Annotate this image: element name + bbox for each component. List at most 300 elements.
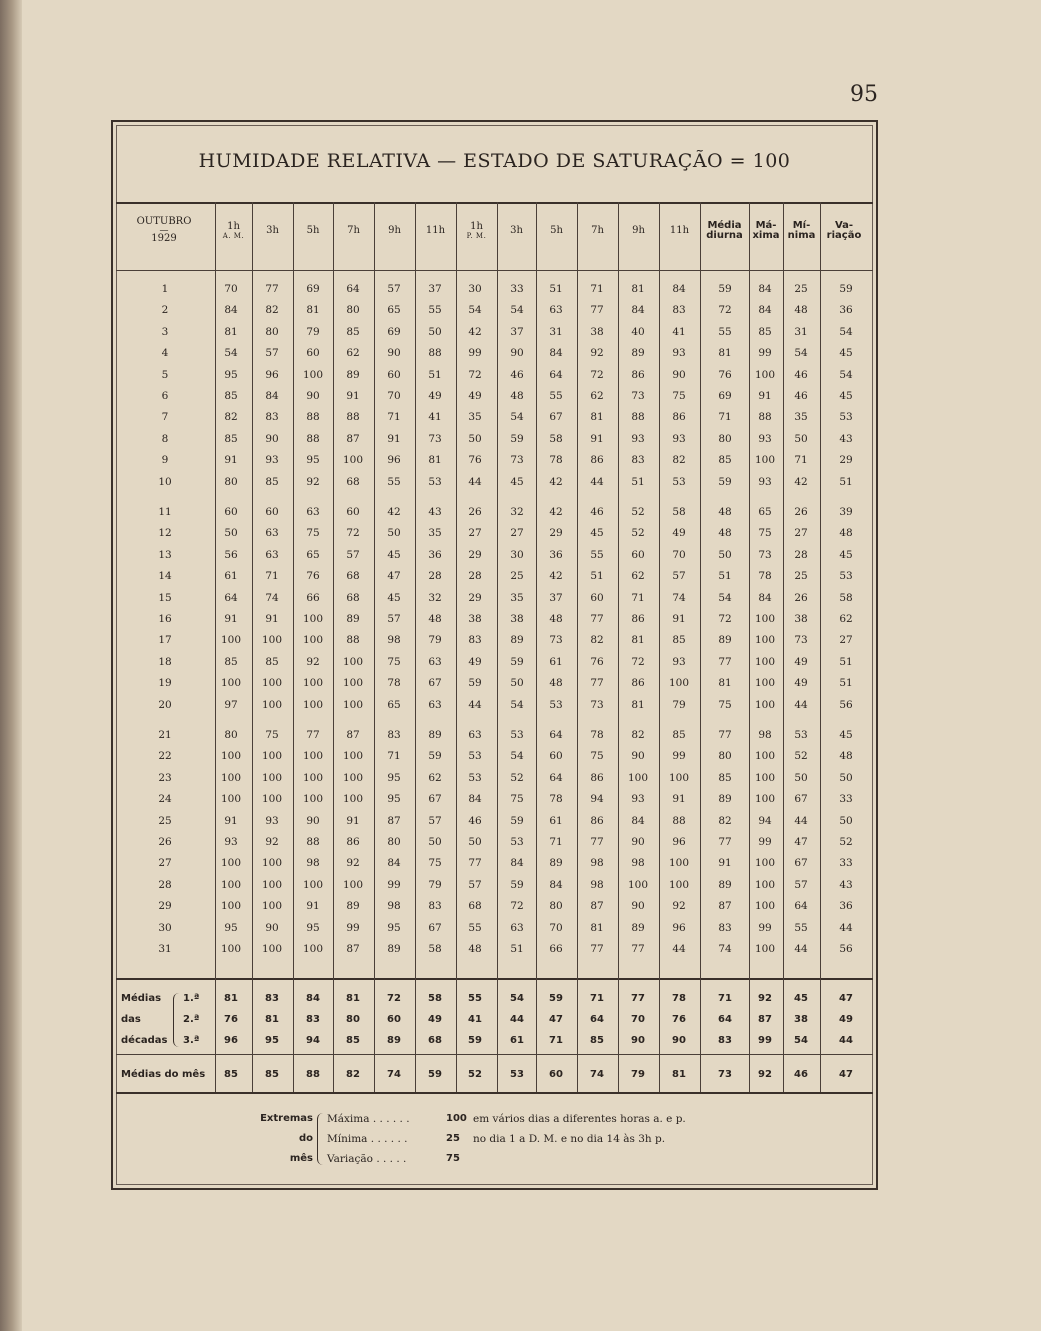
column-header-sub: P. M. — [466, 231, 487, 240]
table-cell: 68 — [346, 570, 360, 583]
table-cell: 85 — [224, 655, 238, 668]
table-cell: 79 — [428, 878, 442, 891]
table-cell: 100 — [754, 655, 776, 668]
table-cell: 93 — [672, 432, 686, 445]
decade-mean-cell: 99 — [758, 1035, 772, 1046]
table-cell: 55 — [468, 921, 482, 934]
table-cell: 97 — [224, 698, 238, 711]
column-rule — [618, 202, 619, 1092]
table-cell: 57 — [346, 548, 360, 561]
table-cell: 33 — [510, 283, 524, 295]
table-cell: 88 — [631, 411, 645, 424]
table-cell: 49 — [672, 527, 686, 540]
table-cell: 54 — [510, 304, 524, 317]
table-cell: 25 — [794, 283, 808, 295]
table-cell: 48 — [549, 677, 563, 690]
table-cell: 93 — [758, 475, 772, 488]
month-mean-cell: 46 — [794, 1069, 808, 1080]
table-cell: 37 — [510, 325, 524, 338]
table-cell: 77 — [590, 943, 604, 955]
table-cell: 93 — [672, 655, 686, 668]
decade-mean-cell: 54 — [794, 1035, 808, 1046]
table-cell: 73 — [758, 548, 772, 561]
table-cell: 100 — [627, 878, 649, 891]
table-cell: 100 — [668, 771, 690, 784]
table-cell: 71 — [387, 411, 401, 424]
table-cell: 50 — [794, 432, 808, 445]
table-cell: 45 — [839, 729, 853, 741]
table-cell: 99 — [758, 921, 772, 934]
decade-mean-cell: 47 — [549, 1014, 563, 1025]
month-mean-cell: 60 — [549, 1069, 563, 1080]
table-cell: 84 — [549, 347, 563, 360]
table-cell: 50 — [387, 527, 401, 540]
table-cell: 86 — [631, 613, 645, 625]
table-cell: 90 — [631, 900, 645, 913]
summary-top-rule — [116, 978, 873, 980]
table-cell: 36 — [549, 548, 563, 561]
table-cell: 44 — [468, 475, 482, 488]
table-cell: 45 — [590, 527, 604, 540]
table-cell: 46 — [794, 390, 808, 402]
table-cell: 83 — [718, 921, 732, 934]
table-cell: 85 — [224, 390, 238, 402]
table-cell: 78 — [758, 570, 772, 583]
table-cell: 88 — [346, 411, 360, 424]
column-header-sub: A. M. — [222, 231, 245, 240]
column-header-label: 3h — [266, 224, 279, 236]
table-cell: 64 — [549, 771, 563, 784]
table-cell: 29 — [468, 591, 482, 604]
table-cell: 90 — [265, 432, 279, 445]
table-cell: 61 — [224, 570, 238, 583]
table-cell: 83 — [468, 634, 482, 647]
table-cell: 51 — [590, 570, 604, 583]
table-cell: 89 — [718, 793, 732, 806]
table-cell: 86 — [590, 771, 604, 784]
column-header-label: 11h — [425, 224, 446, 236]
decade-mean-cell: 45 — [794, 993, 808, 1004]
table-cell: 45 — [387, 548, 401, 561]
column-header-label: 7h — [347, 224, 360, 236]
table-cell: 80 — [224, 729, 238, 741]
table-cell: 59 — [428, 750, 442, 763]
table-cell: 48 — [510, 390, 524, 402]
table-cell: 52 — [631, 527, 645, 540]
table-cell: 89 — [387, 943, 401, 955]
column-rule — [252, 202, 253, 1092]
table-cell: 63 — [428, 698, 442, 711]
table-cell: 76 — [590, 655, 604, 668]
table-cell: 65 — [387, 304, 401, 317]
table-cell: 100 — [668, 677, 690, 690]
extreme-note: em vários dias a diferentes horas a. e p. — [473, 1113, 686, 1125]
table-cell: 98 — [631, 857, 645, 870]
table-cell: 82 — [224, 411, 238, 424]
table-cell: 58 — [672, 506, 686, 518]
table-cell: 53 — [510, 836, 524, 848]
table-cell: 100 — [220, 878, 242, 891]
table-cell: 83 — [672, 304, 686, 317]
table-cell: 77 — [590, 677, 604, 690]
month-mean-cell: 52 — [468, 1069, 482, 1080]
table-cell: 55 — [387, 475, 401, 488]
decade-means-label: décadas — [121, 1035, 168, 1046]
table-cell: 93 — [224, 836, 238, 848]
table-cell: 35 — [468, 411, 482, 424]
table-cell: 81 — [306, 304, 320, 317]
column-header-label: Má- — [755, 219, 777, 231]
table-cell: 84 — [758, 304, 772, 317]
table-cell: 100 — [754, 454, 776, 467]
table-cell: 75 — [590, 750, 604, 763]
decade-means-label: Médias — [121, 993, 162, 1004]
table-cell: 81 — [631, 634, 645, 647]
table-cell: 84 — [224, 304, 238, 317]
table-cell: 27 — [794, 527, 808, 540]
table-cell: 49 — [794, 677, 808, 690]
day-label: 24 — [158, 793, 172, 806]
table-cell: 99 — [387, 878, 401, 891]
decade-mean-cell: 87 — [758, 1014, 772, 1025]
table-cell: 51 — [510, 943, 524, 955]
table-cell: 100 — [754, 943, 776, 955]
table-cell: 84 — [549, 878, 563, 891]
table-cell: 88 — [346, 634, 360, 647]
table-cell: 98 — [306, 857, 320, 870]
table-cell: 77 — [590, 836, 604, 848]
table-cell: 87 — [387, 814, 401, 827]
month-mean-cell: 81 — [672, 1069, 686, 1080]
table-cell: 42 — [549, 570, 563, 583]
table-cell: 49 — [428, 390, 442, 402]
table-cell: 91 — [224, 814, 238, 827]
table-cell: 86 — [631, 368, 645, 381]
table-cell: 86 — [590, 814, 604, 827]
table-cell: 55 — [718, 325, 732, 338]
table-cell: 100 — [302, 368, 324, 381]
column-header-label: 5h — [550, 224, 563, 236]
table-cell: 57 — [428, 814, 442, 827]
table-cell: 60 — [265, 506, 279, 518]
table-cell: 90 — [510, 347, 524, 360]
table-cell: 26 — [794, 506, 808, 518]
decade-mean-cell: 59 — [468, 1035, 482, 1046]
decade-mean-cell: 81 — [265, 1014, 279, 1025]
table-cell: 86 — [590, 454, 604, 467]
column-rule — [659, 202, 660, 1092]
column-header-label: Va- — [834, 219, 854, 231]
table-cell: 89 — [549, 857, 563, 870]
table-cell: 100 — [261, 698, 283, 711]
table-cell: 91 — [718, 857, 732, 870]
table-cell: 68 — [346, 591, 360, 604]
table-cell: 61 — [549, 814, 563, 827]
table-cell: 85 — [718, 771, 732, 784]
column-rule — [293, 202, 294, 1092]
table-cell: 25 — [510, 570, 524, 583]
decade-mean-cell: 71 — [549, 1035, 563, 1046]
column-header-label: Mí- — [792, 219, 811, 231]
table-cell: 77 — [468, 857, 482, 870]
table-cell: 48 — [718, 527, 732, 540]
column-rule — [749, 202, 750, 1092]
day-label: 25 — [158, 814, 172, 827]
table-cell: 47 — [794, 836, 808, 848]
table-cell: 68 — [468, 900, 482, 913]
table-cell: 71 — [590, 283, 604, 295]
table-cell: 96 — [387, 454, 401, 467]
table-cell: 71 — [718, 411, 732, 424]
month-mean-cell: 59 — [428, 1069, 442, 1080]
table-cell: 95 — [306, 454, 320, 467]
table-cell: 53 — [468, 750, 482, 763]
table-cell: 85 — [718, 454, 732, 467]
table-cell: 82 — [265, 304, 279, 317]
table-cell: 52 — [839, 836, 853, 848]
table-cell: 38 — [510, 613, 524, 625]
table-cell: 100 — [261, 677, 283, 690]
table-cell: 31 — [794, 325, 808, 338]
table-cell: 60 — [590, 591, 604, 604]
table-cell: 60 — [549, 750, 563, 763]
table-cell: 36 — [839, 304, 853, 317]
table-cell: 81 — [224, 325, 238, 338]
table-cell: 100 — [342, 677, 364, 690]
table-cell: 77 — [718, 836, 732, 848]
table-cell: 100 — [302, 698, 324, 711]
table-cell: 44 — [672, 943, 686, 955]
table-cell: 54 — [839, 368, 853, 381]
table-cell: 28 — [428, 570, 442, 583]
table-cell: 70 — [387, 390, 401, 402]
table-cell: 44 — [794, 943, 808, 955]
table-cell: 51 — [428, 368, 442, 381]
table-cell: 88 — [306, 836, 320, 848]
column-header-3 — [293, 204, 333, 258]
day-label: 29 — [158, 900, 172, 913]
table-cell: 100 — [342, 698, 364, 711]
column-rule — [456, 202, 457, 1092]
decade-mean-cell: 49 — [428, 1014, 442, 1025]
column-header-label: 3h — [510, 224, 523, 236]
table-cell: 85 — [672, 634, 686, 647]
table-cell: 100 — [261, 793, 283, 806]
table-cell: 29 — [839, 454, 853, 467]
table-cell: 62 — [428, 771, 442, 784]
table-cell: 100 — [668, 857, 690, 870]
table-cell: 91 — [224, 454, 238, 467]
table-cell: 53 — [510, 729, 524, 741]
table-cell: 81 — [631, 283, 645, 295]
table-cell: 93 — [758, 432, 772, 445]
column-rule — [215, 202, 216, 1092]
table-cell: 73 — [794, 634, 808, 647]
table-cell: 25 — [794, 570, 808, 583]
table-cell: 64 — [224, 591, 238, 604]
column-header-5 — [374, 204, 415, 258]
table-cell: 100 — [342, 750, 364, 763]
table-cell: 93 — [631, 432, 645, 445]
table-cell: 95 — [387, 771, 401, 784]
table-cell: 100 — [220, 857, 242, 870]
day-label: 28 — [158, 878, 172, 891]
table-cell: 45 — [387, 591, 401, 604]
table-cell: 76 — [306, 570, 320, 583]
table-cell: 79 — [428, 634, 442, 647]
day-label: 16 — [158, 613, 172, 625]
column-header-label: 1h — [470, 221, 483, 233]
table-cell: 45 — [839, 347, 853, 360]
table-cell: 86 — [631, 677, 645, 690]
extreme-name: Máxima . . . . . . — [327, 1113, 410, 1125]
table-cell: 55 — [428, 304, 442, 317]
table-cell: 100 — [302, 613, 324, 625]
table-cell: 42 — [549, 506, 563, 518]
table-cell: 100 — [754, 677, 776, 690]
table-cell: 77 — [265, 283, 279, 295]
decade-mean-cell: 77 — [631, 993, 645, 1004]
table-cell: 46 — [794, 368, 808, 381]
table-cell: 80 — [265, 325, 279, 338]
column-header-label: Média — [707, 219, 742, 231]
table-cell: 54 — [510, 411, 524, 424]
column-header-10 — [577, 204, 618, 258]
table-cell: 78 — [549, 793, 563, 806]
table-cell: 100 — [754, 857, 776, 870]
table-cell: 90 — [306, 814, 320, 827]
column-header-15 — [783, 204, 820, 258]
table-cell: 35 — [510, 591, 524, 604]
decade-mean-cell: 85 — [346, 1035, 360, 1046]
column-header-12 — [659, 204, 700, 258]
table-cell: 67 — [428, 921, 442, 934]
table-cell: 100 — [220, 900, 242, 913]
month-mean-cell: 47 — [839, 1069, 853, 1080]
table-cell: 70 — [672, 548, 686, 561]
table-cell: 75 — [718, 698, 732, 711]
table-cell: 35 — [428, 527, 442, 540]
table-title: HUMIDADE RELATIVA — ESTADO DE SATURAÇÃO = 100 — [198, 150, 791, 172]
table-cell: 51 — [839, 475, 853, 488]
table-cell: 76 — [718, 368, 732, 381]
table-cell: 53 — [839, 570, 853, 583]
decade-mean-cell: 92 — [758, 993, 772, 1004]
table-cell: 100 — [302, 634, 324, 647]
table-cell: 70 — [549, 921, 563, 934]
table-cell: 73 — [590, 698, 604, 711]
table-cell: 56 — [839, 698, 853, 711]
year-label: 1929 — [151, 233, 177, 245]
table-cell: 89 — [346, 613, 360, 625]
table-cell: 67 — [794, 857, 808, 870]
day-label: 10 — [158, 475, 172, 488]
table-cell: 58 — [428, 943, 442, 955]
decade-mean-cell: 84 — [306, 993, 320, 1004]
decade-label: 2.ª — [183, 1014, 200, 1025]
table-cell: 49 — [468, 655, 482, 668]
table-cell: 63 — [549, 304, 563, 317]
table-cell: 100 — [302, 750, 324, 763]
table-cell: 37 — [549, 591, 563, 604]
table-cell: 55 — [794, 921, 808, 934]
table-cell: 48 — [468, 943, 482, 955]
table-cell: 88 — [306, 432, 320, 445]
table-cell: 89 — [510, 634, 524, 647]
column-header-label: 9h — [632, 224, 645, 236]
table-cell: 65 — [387, 698, 401, 711]
table-cell: 57 — [672, 570, 686, 583]
table-cell: 32 — [510, 506, 524, 518]
table-cell: 36 — [839, 900, 853, 913]
table-cell: 77 — [590, 304, 604, 317]
table-cell: 59 — [510, 878, 524, 891]
table-cell: 72 — [718, 613, 732, 625]
table-cell: 89 — [428, 729, 442, 741]
table-cell: 72 — [468, 368, 482, 381]
table-cell: 84 — [265, 390, 279, 402]
table-cell: 50 — [794, 771, 808, 784]
month-label: OUTUBRO — [136, 216, 192, 228]
table-cell: 44 — [590, 475, 604, 488]
table-cell: 100 — [342, 454, 364, 467]
column-header-4 — [333, 204, 374, 258]
table-cell: 45 — [510, 475, 524, 488]
table-cell: 57 — [265, 347, 279, 360]
table-cell: 100 — [261, 634, 283, 647]
table-cell: 81 — [428, 454, 442, 467]
table-cell: 98 — [387, 634, 401, 647]
table-cell: 91 — [265, 613, 279, 625]
table-cell: 64 — [346, 283, 360, 295]
table-cell: 63 — [428, 655, 442, 668]
table-cell: 72 — [590, 368, 604, 381]
table-cell: 80 — [718, 432, 732, 445]
table-cell: 56 — [224, 548, 238, 561]
extreme-value: 25 — [446, 1133, 460, 1144]
book-spine — [0, 0, 22, 1331]
extreme-note: no dia 1 a D. M. e no dia 14 às 3h p. — [473, 1133, 666, 1145]
table-cell: 71 — [549, 836, 563, 848]
table-cell: 84 — [758, 591, 772, 604]
decade-mean-cell: 83 — [265, 993, 279, 1004]
column-rule — [700, 202, 701, 1092]
table-cell: 84 — [387, 857, 401, 870]
decade-mean-cell: 76 — [224, 1014, 238, 1025]
decade-mean-cell: 81 — [224, 993, 238, 1004]
table-cell: 84 — [631, 814, 645, 827]
table-cell: 94 — [758, 814, 772, 827]
table-cell: 60 — [224, 506, 238, 518]
table-cell: 80 — [387, 836, 401, 848]
day-label: 26 — [158, 836, 172, 848]
table-cell: 53 — [672, 475, 686, 488]
table-cell: 98 — [590, 878, 604, 891]
day-label: 19 — [158, 677, 172, 690]
page-number: 95 — [850, 82, 878, 107]
decade-label: 1.ª — [183, 993, 200, 1004]
table-cell: 64 — [549, 729, 563, 741]
column-header-label: 7h — [591, 224, 604, 236]
table-cell: 85 — [346, 325, 360, 338]
extremes-brace — [317, 1113, 324, 1165]
column-rule — [820, 202, 821, 1092]
table-cell: 89 — [346, 368, 360, 381]
table-cell: 55 — [590, 548, 604, 561]
table-cell: 92 — [265, 836, 279, 848]
table-cell: 100 — [220, 793, 242, 806]
table-cell: 100 — [302, 943, 324, 955]
